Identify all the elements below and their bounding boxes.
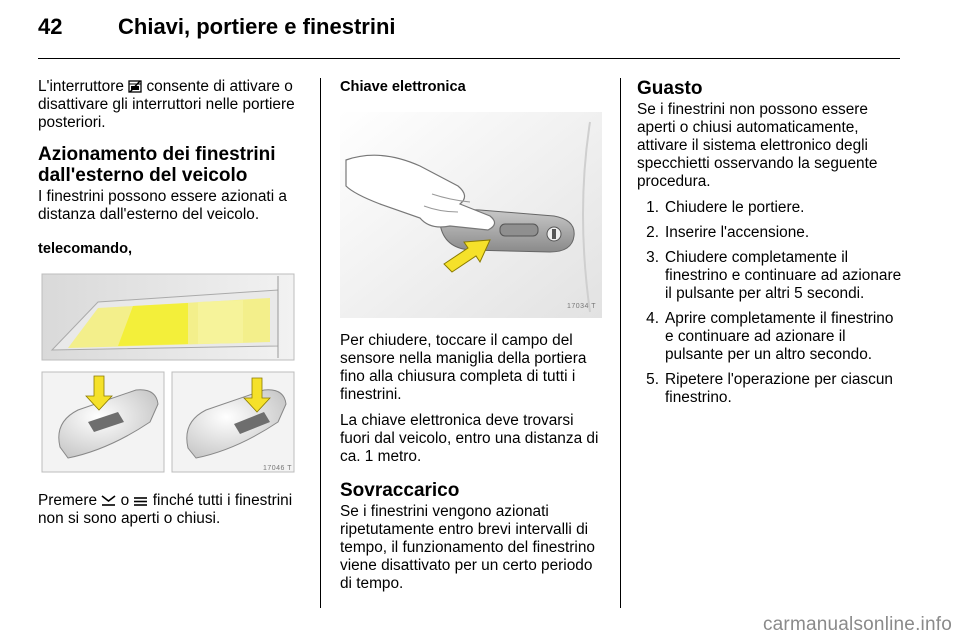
list-item bbox=[637, 371, 905, 407]
section-heading-overload: Sovraccarico bbox=[340, 480, 460, 501]
intro-text-start: L'interruttore bbox=[38, 78, 124, 95]
electronic-key-paragraph-1: Per chiudere, toccare il campo del sensore nella maniglia della portiera fino alla chiusura completa di tutti i finestrini. bbox=[340, 332, 587, 403]
window-down-icon bbox=[101, 495, 116, 507]
window-up-icon bbox=[133, 495, 148, 507]
intro-text-end: consente di attivare o disattivare gli interruttori nelle portiere posteriori. bbox=[38, 78, 295, 131]
overload-paragraph: Se i finestrini vengono azionati ripetutamente entro brevi intervalli di tempo, il funzionamento del finestrino viene disattivato per un certo periodo di tempo. bbox=[340, 503, 595, 592]
figure-code: 17046 T bbox=[262, 465, 292, 472]
section-heading-fault: Guasto bbox=[637, 78, 703, 99]
page-number: 42 bbox=[38, 14, 63, 39]
step-text: Chiudere le portiere. bbox=[665, 199, 805, 216]
header-rule bbox=[38, 58, 900, 59]
step-number: 4. bbox=[646, 310, 659, 327]
door-handle-illustration bbox=[340, 112, 602, 318]
column-divider-1 bbox=[320, 78, 321, 608]
remote-label: telecomando, bbox=[38, 241, 133, 257]
fault-intro: Se i finestrini non possono essere aperti o chiusi automaticamente, attivare il sistema elettronico degli specchietti osservando la seguente procedura. bbox=[637, 101, 878, 190]
intro-paragraph bbox=[38, 78, 306, 132]
list-item bbox=[637, 310, 905, 364]
step-number: 5. bbox=[646, 371, 659, 388]
caption-text-start: Premere bbox=[38, 492, 98, 509]
section-heading-remote: Azionamento dei finestrini dall'esterno del veicolo bbox=[38, 144, 276, 186]
list-item bbox=[637, 249, 905, 303]
window-lock-icon bbox=[128, 80, 142, 93]
list-item bbox=[637, 199, 905, 217]
remote-control-illustration bbox=[38, 272, 298, 480]
step-number: 2. bbox=[646, 224, 659, 241]
caption-text-end: finché tutti i finestrini non si sono aperti o chiusi. bbox=[38, 492, 293, 527]
remote-caption bbox=[38, 492, 306, 528]
step-number: 3. bbox=[646, 249, 659, 266]
step-number: 1. bbox=[646, 199, 659, 216]
column-3 bbox=[637, 78, 905, 414]
figure-code: 17034 T bbox=[566, 303, 596, 310]
electronic-key-label: Chiave elettronica bbox=[340, 79, 466, 95]
door-handle-figure bbox=[340, 112, 602, 318]
step-text: Aprire completamente il finestrino e continuare ad azionare il pulsante per un altro secondo. bbox=[665, 310, 894, 363]
column-divider-2 bbox=[620, 78, 621, 608]
watermark: carmanualsonline.info bbox=[762, 614, 952, 635]
step-text: Chiudere completamente il finestrino e continuare ad azionare il pulsante per altri 5 secondi. bbox=[665, 249, 902, 302]
section-body-remote: I finestrini possono essere azionati a distanza dall'esterno del veicolo. bbox=[38, 188, 287, 223]
column-2 bbox=[340, 78, 606, 601]
caption-text-mid: o bbox=[120, 492, 130, 509]
column-1 bbox=[38, 78, 306, 536]
fault-steps-list bbox=[637, 199, 905, 407]
page-title: Chiavi, portiere e finestrini bbox=[118, 14, 396, 39]
electronic-key-paragraph-2: La chiave elettronica deve trovarsi fuori dal veicolo, entro una distanza di ca. 1 metro. bbox=[340, 412, 599, 465]
list-item bbox=[637, 224, 905, 242]
step-text: Ripetere l'operazione per ciascun finestrino. bbox=[665, 371, 893, 406]
step-text: Inserire l'accensione. bbox=[665, 224, 810, 241]
remote-control-figure bbox=[38, 272, 298, 480]
